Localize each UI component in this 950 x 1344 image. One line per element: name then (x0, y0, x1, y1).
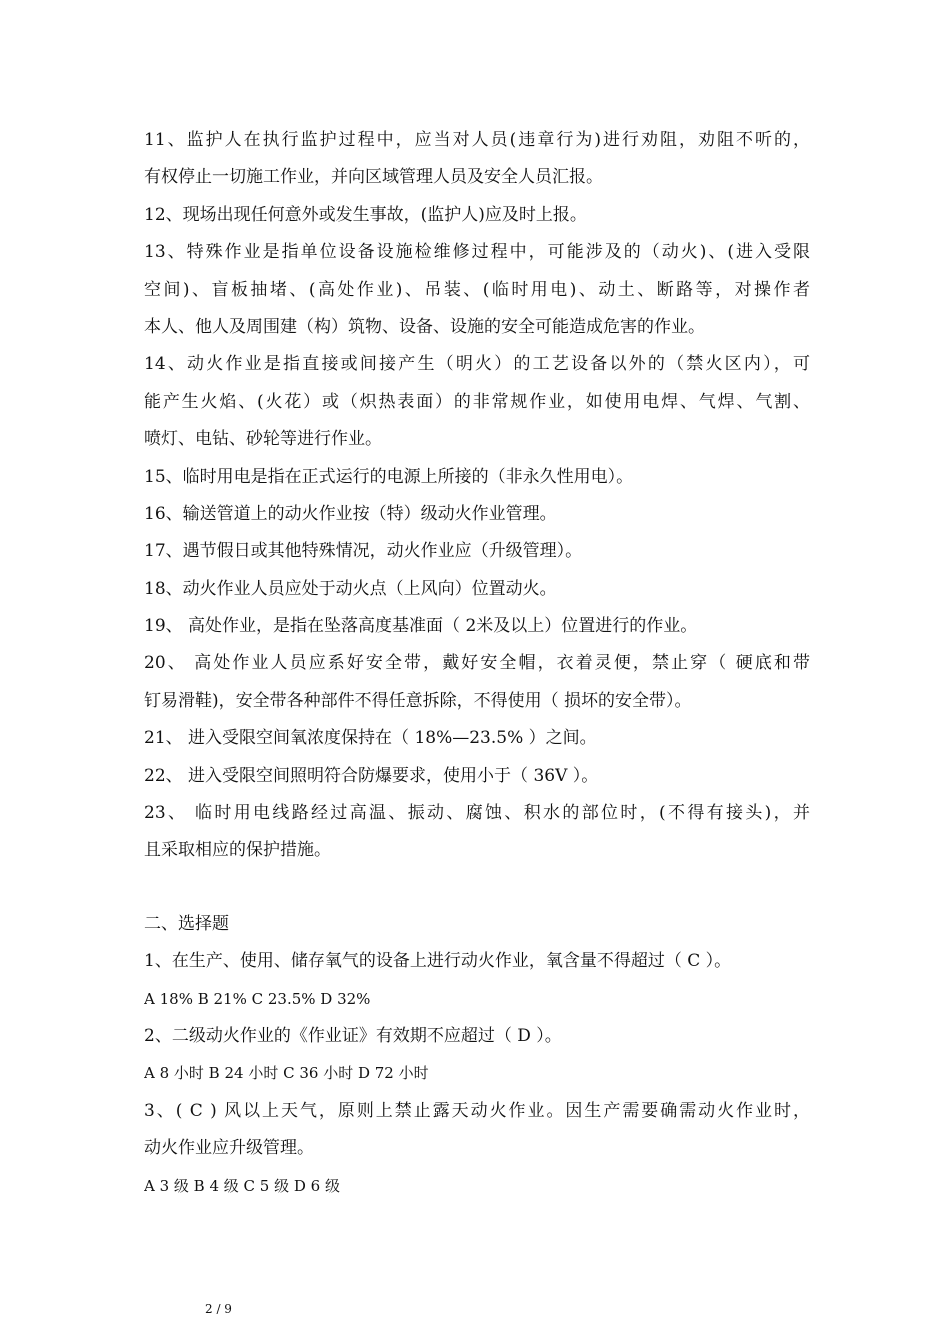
question-text-line: 19、 高处作业，是指在坠落高度基准面（ 2米及以上）位置进行的作业。 (144, 616, 698, 637)
question-text-line: 15、临时用电是指在正式运行的电源上所接的（非永久性用电）。 (144, 466, 634, 487)
page-number: 2 / 9 (205, 1302, 232, 1316)
question-text-line: 20、 高处作业人员应系好安全带，戴好安全帽，衣着灵便，禁止穿（ 硬底和带 (144, 653, 810, 674)
question-text-line: 18、动火作业人员应处于动火点（上风向）位置动火。 (144, 578, 557, 599)
answer-options-line: A 18% B 21% C 23.5% D 32% (144, 989, 371, 1008)
document-body (144, 122, 810, 1205)
question-text-line: 3、( C ) 风以上天气，原则上禁止露天动火作业。因生产需要确需动火作业时， (144, 1100, 810, 1121)
question-text-line: 1、在生产、使用、储存氧气的设备上进行动火作业，氧含量不得超过（ C ）。 (144, 951, 732, 972)
question-text-line: 动火作业应升级管理。 (144, 1138, 314, 1159)
answer-options-line: A 8 小时 B 24 小时 C 36 小时 D 72 小时 (144, 1064, 429, 1083)
fill-in-blank-section (144, 122, 810, 870)
section-heading: 二、选择题 (144, 913, 229, 934)
question-text-line: 钉易滑鞋)，安全带各种部件不得任意拆除，不得使用（ 损坏的安全带）。 (144, 690, 692, 711)
question-text-line: 喷灯、电钻、砂轮等进行作业。 (144, 429, 382, 450)
question-text-line: 11、监护人在执行监护过程中，应当对人员(违章行为)进行劝阻，劝阻不听的， (144, 130, 810, 150)
question-text-line: 21、 进入受限空间氧浓度保持在（ 18%—23.5% ）之间。 (144, 728, 597, 749)
question-text-line: 且采取相应的保护措施。 (144, 840, 331, 861)
question-text-line: 空间)、盲板抽堵、(高处作业)、吊装、(临时用电)、动土、断路等，对操作者 (144, 279, 810, 300)
question-text-line: 12、现场出现任何意外或发生事故，(监护人)应及时上报。 (144, 204, 587, 225)
question-text-line: 14、动火作业是指直接或间接产生（明火）的工艺设备以外的（禁火区内），可 (144, 354, 810, 375)
question-text-line: 能产生火焰、(火花）或（炽热表面）的非常规作业，如使用电焊、气焊、气割、 (144, 391, 810, 412)
answer-options-line: A 3 级 B 4 级 C 5 级 D 6 级 (144, 1176, 340, 1195)
question-text-line: 22、 进入受限空间照明符合防爆要求，使用小于（ 36V ）。 (144, 765, 599, 786)
multiple-choice-section (144, 943, 810, 1205)
question-text-line: 13、特殊作业是指单位设备设施检维修过程中，可能涉及的（动火)、(进入受限 (144, 242, 810, 263)
question-text-line: 本人、他人及周围建（构）筑物、设备、设施的安全可能造成危害的作业。 (144, 316, 705, 337)
question-text-line: 17、遇节假日或其他特殊情况，动火作业应（升级管理）。 (144, 541, 583, 562)
section-gap (144, 870, 810, 906)
question-text-line: 有权停止一切施工作业，并向区域管理人员及安全人员汇报。 (144, 167, 603, 188)
question-text-line: 16、输送管道上的动火作业按（特）级动火作业管理。 (144, 503, 557, 524)
question-text-line: 23、 临时用电线路经过高温、振动、腐蚀、积水的部位时，(不得有接头)，并 (144, 803, 810, 824)
question-text-line: 2、二级动火作业的《作业证》有效期不应超过（ D ）。 (144, 1025, 562, 1046)
